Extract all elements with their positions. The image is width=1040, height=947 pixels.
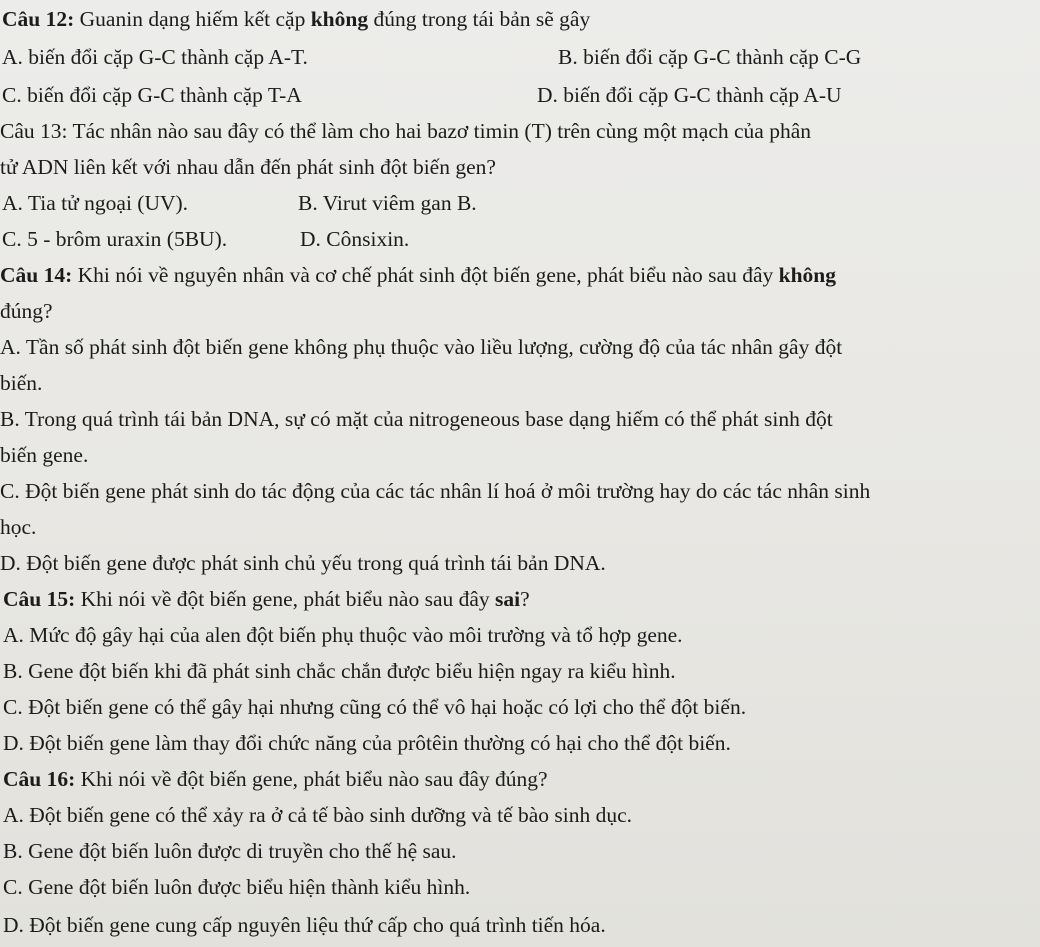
q16-label: Câu 16: (3, 767, 76, 791)
q16-stem-text: Khi nói về đột biến gene, phát biểu nào sau đây đúng? (75, 767, 548, 791)
q14-stem-text: Khi nói về nguyên nhân và cơ chế phát sinh đột biến gene, phát biểu nào sau đây (72, 263, 779, 287)
q12-stem-text-b: đúng trong tái bản sẽ gây (368, 7, 591, 31)
q15-stem-end: ? (520, 587, 530, 611)
q13-stem-line1: Câu 13: Tác nhân nào sau đây có thể làm cho hai bazơ timin (T) trên cùng một mạch của phân (0, 119, 811, 143)
q15-stem-emphasis: sai (495, 587, 521, 611)
q15-option-a[interactable]: A. Mức độ gây hại của alen đột biến phụ thuộc vào môi trường và tổ hợp gene. (3, 623, 683, 647)
q15-option-d[interactable]: D. Đột biến gene làm thay đổi chức năng của prôtêin thường có hại cho thể đột biến. (3, 731, 731, 755)
q14-option-c-line1[interactable]: C. Đột biến gene phát sinh do tác động của các tác nhân lí hoá ở môi trường hay do các tác nhân sinh (0, 479, 871, 503)
q14-option-b-line1[interactable]: B. Trong quá trình tái bản DNA, sự có mặt của nitrogeneous base dạng hiếm có thể phát sinh đột (0, 407, 833, 431)
q14-option-c-line2[interactable]: học. (0, 515, 37, 539)
q12-option-b[interactable]: B. biến đổi cặp G-C thành cặp C-G (558, 45, 862, 69)
q14-stem-line2: đúng? (0, 299, 53, 323)
q13-option-c[interactable]: C. 5 - brôm uraxin (5BU). (2, 227, 228, 251)
q14-option-d[interactable]: D. Đột biến gene được phát sinh chủ yếu trong quá trình tái bản DNA. (0, 551, 606, 575)
q12-stem-text-a: Guanin dạng hiếm kết cặp (74, 7, 311, 31)
q16-option-c[interactable]: C. Gene đột biến luôn được biểu hiện thành kiểu hình. (3, 875, 471, 899)
q15-label: Câu 15: (3, 587, 76, 611)
q14-label: Câu 14: (0, 263, 73, 287)
q12-option-a[interactable]: A. biến đổi cặp G-C thành cặp A-T. (2, 45, 308, 69)
q16-option-b[interactable]: B. Gene đột biến luôn được di truyền cho thế hệ sau. (3, 839, 457, 863)
q12-option-d[interactable]: D. biến đổi cặp G-C thành cặp A-U (537, 83, 842, 107)
q15-stem-text: Khi nói về đột biến gene, phát biểu nào sau đây (75, 587, 496, 611)
q12-stem-emphasis: không (310, 7, 369, 31)
q14-stem-emphasis: không (778, 263, 837, 287)
q15-stem (3, 584, 530, 614)
q15-option-b[interactable]: B. Gene đột biến khi đã phát sinh chắc chắn được biểu hiện ngay ra kiểu hình. (3, 659, 676, 683)
q12-stem (2, 4, 590, 34)
q13-stem-line2: tử ADN liên kết với nhau dẫn đến phát sinh đột biến gen? (0, 155, 496, 179)
q12-label: Câu 12: (2, 7, 75, 31)
q12-option-c[interactable]: C. biến đổi cặp G-C thành cặp T-A (2, 83, 302, 107)
q13-option-d[interactable]: D. Cônsixin. (300, 227, 410, 251)
q14-option-b-line2[interactable]: biến gene. (0, 443, 89, 467)
q16-stem (3, 764, 548, 794)
q14-option-a-line2[interactable]: biến. (0, 371, 43, 395)
q13-option-b[interactable]: B. Virut viêm gan B. (298, 191, 477, 215)
q13-option-a[interactable]: A. Tia tử ngoại (UV). (2, 191, 189, 215)
q14-option-a-line1[interactable]: A. Tần số phát sinh đột biến gene không phụ thuộc vào liều lượng, cường độ của tác nhân gây đột (0, 335, 843, 359)
q14-stem (0, 260, 836, 290)
q16-option-a[interactable]: A. Đột biến gene có thể xảy ra ở cả tế bào sinh dưỡng và tế bào sinh dục. (3, 803, 633, 827)
q15-option-c[interactable]: C. Đột biến gene có thể gây hại nhưng cũng có thể vô hại hoặc có lợi cho thể đột biến. (3, 695, 747, 719)
q16-option-d[interactable]: D. Đột biến gene cung cấp nguyên liệu thứ cấp cho quá trình tiến hóa. (3, 913, 606, 937)
